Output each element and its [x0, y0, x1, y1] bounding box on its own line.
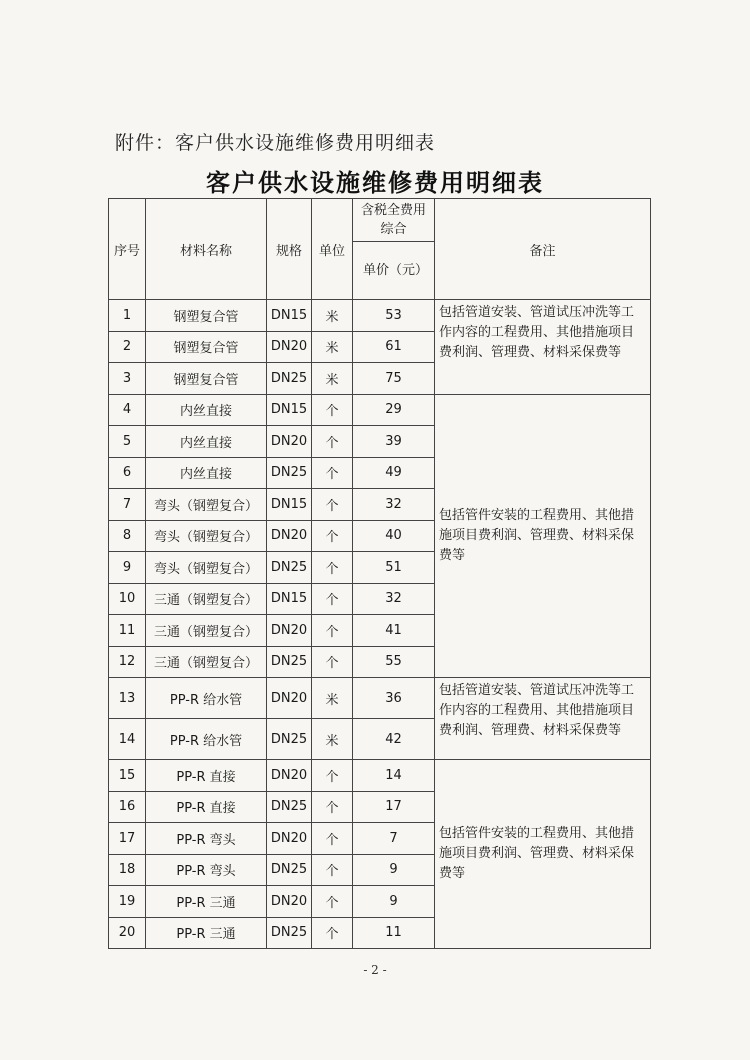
cell-material: PP-R 弯头 — [146, 854, 267, 886]
cell-spec: DN20 — [267, 823, 312, 855]
header-price-group: 含税全费用综合 — [353, 199, 435, 242]
header-spec: 规格 — [267, 199, 312, 300]
cell-material: PP-R 弯头 — [146, 823, 267, 855]
cell-unit: 个 — [312, 854, 353, 886]
header-seq: 序号 — [109, 199, 146, 300]
cell-material: 弯头（钢塑复合） — [146, 489, 267, 521]
cell-remark: 包括管道安装、管道试压冲洗等工作内容的工程费用、其他措施项目费利润、管理费、材料采保费等 — [435, 300, 651, 395]
cell-seq: 8 — [109, 520, 146, 552]
cell-price: 17 — [353, 791, 435, 823]
cell-unit: 个 — [312, 394, 353, 426]
cell-unit: 个 — [312, 520, 353, 552]
cell-material: 弯头（钢塑复合） — [146, 552, 267, 584]
cell-material: 三通（钢塑复合） — [146, 615, 267, 647]
cell-seq: 16 — [109, 791, 146, 823]
header-material: 材料名称 — [146, 199, 267, 300]
cell-spec: DN25 — [267, 854, 312, 886]
cell-seq: 10 — [109, 583, 146, 615]
cell-price: 29 — [353, 394, 435, 426]
cell-unit: 个 — [312, 791, 353, 823]
cell-seq: 20 — [109, 917, 146, 949]
cell-material: 钢塑复合管 — [146, 363, 267, 395]
cell-material: 内丝直接 — [146, 426, 267, 458]
cell-unit: 个 — [312, 646, 353, 678]
cell-unit: 个 — [312, 489, 353, 521]
cell-price: 51 — [353, 552, 435, 584]
cell-spec: DN25 — [267, 646, 312, 678]
cell-seq: 6 — [109, 457, 146, 489]
cell-material: PP-R 直接 — [146, 760, 267, 792]
cell-spec: DN25 — [267, 363, 312, 395]
cell-seq: 19 — [109, 886, 146, 918]
cell-price: 11 — [353, 917, 435, 949]
cell-price: 9 — [353, 854, 435, 886]
cell-seq: 2 — [109, 331, 146, 363]
cell-seq: 5 — [109, 426, 146, 458]
cell-seq: 9 — [109, 552, 146, 584]
table-row — [109, 394, 651, 426]
table-body — [109, 300, 651, 949]
cell-material: 三通（钢塑复合） — [146, 646, 267, 678]
cell-unit: 个 — [312, 615, 353, 647]
cell-price: 49 — [353, 457, 435, 489]
cell-price: 14 — [353, 760, 435, 792]
cell-unit: 个 — [312, 552, 353, 584]
cell-spec: DN15 — [267, 583, 312, 615]
cell-spec: DN25 — [267, 719, 312, 760]
cell-material: PP-R 给水管 — [146, 719, 267, 760]
cell-unit: 个 — [312, 583, 353, 615]
cell-price: 9 — [353, 886, 435, 918]
cell-material: 三通（钢塑复合） — [146, 583, 267, 615]
cell-price: 41 — [353, 615, 435, 647]
cell-material: 内丝直接 — [146, 457, 267, 489]
cell-spec: DN25 — [267, 917, 312, 949]
cell-price: 42 — [353, 719, 435, 760]
cell-remark: 包括管道安装、管道试压冲洗等工作内容的工程费用、其他措施项目费利润、管理费、材料采保费等 — [435, 678, 651, 760]
cell-seq: 4 — [109, 394, 146, 426]
header-unit: 单位 — [312, 199, 353, 300]
cell-unit: 米 — [312, 300, 353, 332]
table-row — [109, 678, 651, 719]
cell-seq: 15 — [109, 760, 146, 792]
cell-seq: 11 — [109, 615, 146, 647]
cell-spec: DN20 — [267, 760, 312, 792]
page-number: - 2 - — [363, 963, 387, 977]
cell-spec: DN25 — [267, 552, 312, 584]
cell-spec: DN20 — [267, 615, 312, 647]
cell-material: 钢塑复合管 — [146, 300, 267, 332]
table-row — [109, 300, 651, 332]
header-unit-price: 单价（元） — [353, 242, 435, 300]
cell-price: 32 — [353, 489, 435, 521]
cell-spec: DN20 — [267, 678, 312, 719]
attachment-label: 附件：客户供水设施维修费用明细表 — [115, 132, 436, 154]
cell-price: 40 — [353, 520, 435, 552]
cell-material: PP-R 三通 — [146, 917, 267, 949]
fee-table — [108, 198, 651, 949]
cell-remark: 包括管件安装的工程费用、其他措施项目费利润、管理费、材料采保费等 — [435, 760, 651, 949]
cell-price: 39 — [353, 426, 435, 458]
cell-spec: DN20 — [267, 331, 312, 363]
cell-price: 53 — [353, 300, 435, 332]
cell-unit: 个 — [312, 426, 353, 458]
cell-spec: DN25 — [267, 457, 312, 489]
cell-spec: DN20 — [267, 426, 312, 458]
cell-material: PP-R 直接 — [146, 791, 267, 823]
cell-unit: 个 — [312, 457, 353, 489]
cell-price: 36 — [353, 678, 435, 719]
cell-remark: 包括管件安装的工程费用、其他措施项目费利润、管理费、材料采保费等 — [435, 394, 651, 678]
cell-price: 7 — [353, 823, 435, 855]
cell-unit: 个 — [312, 886, 353, 918]
cell-seq: 7 — [109, 489, 146, 521]
cell-price: 32 — [353, 583, 435, 615]
cell-spec: DN20 — [267, 886, 312, 918]
cell-spec: DN15 — [267, 394, 312, 426]
cell-material: 内丝直接 — [146, 394, 267, 426]
cell-price: 75 — [353, 363, 435, 395]
cell-seq: 13 — [109, 678, 146, 719]
page-title: 客户供水设施维修费用明细表 — [206, 169, 544, 197]
cell-spec: DN25 — [267, 791, 312, 823]
cell-unit: 个 — [312, 823, 353, 855]
cell-unit: 米 — [312, 719, 353, 760]
cell-seq: 1 — [109, 300, 146, 332]
cell-price: 61 — [353, 331, 435, 363]
table-row — [109, 760, 651, 792]
cell-unit: 个 — [312, 760, 353, 792]
cell-seq: 17 — [109, 823, 146, 855]
cell-unit: 个 — [312, 917, 353, 949]
cell-material: 钢塑复合管 — [146, 331, 267, 363]
cell-material: PP-R 三通 — [146, 886, 267, 918]
cell-material: 弯头（钢塑复合） — [146, 520, 267, 552]
cell-unit: 米 — [312, 363, 353, 395]
header-remark: 备注 — [435, 199, 651, 300]
cell-unit: 米 — [312, 678, 353, 719]
cell-material: PP-R 给水管 — [146, 678, 267, 719]
cell-unit: 米 — [312, 331, 353, 363]
cell-seq: 3 — [109, 363, 146, 395]
cell-spec: DN15 — [267, 300, 312, 332]
cell-seq: 12 — [109, 646, 146, 678]
cell-seq: 14 — [109, 719, 146, 760]
cell-seq: 18 — [109, 854, 146, 886]
cell-price: 55 — [353, 646, 435, 678]
cell-spec: DN15 — [267, 489, 312, 521]
cell-spec: DN20 — [267, 520, 312, 552]
